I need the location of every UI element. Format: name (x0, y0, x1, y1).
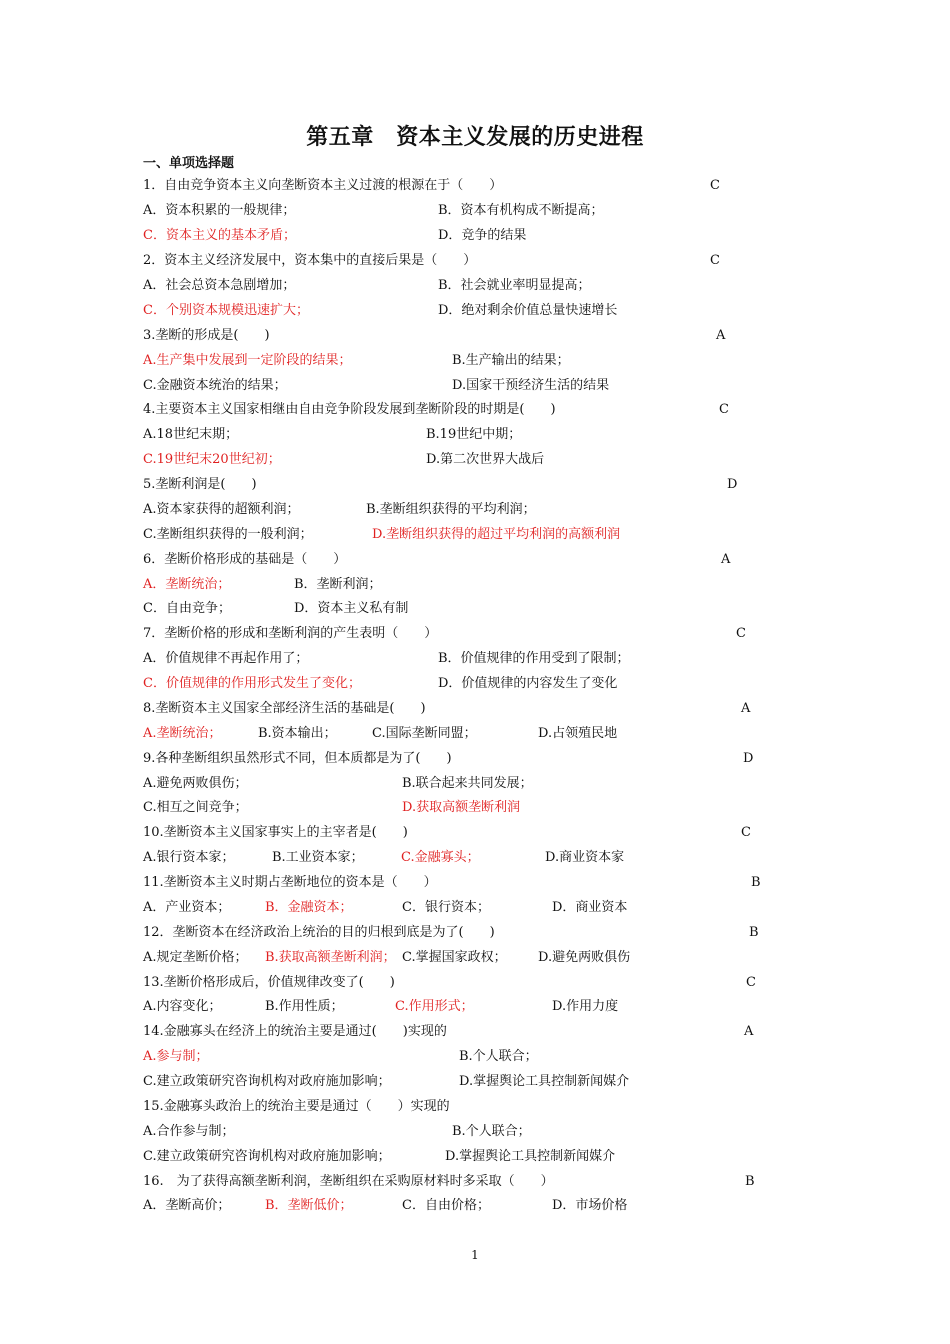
option-text: A.资本家获得的超额利润； (143, 502, 300, 517)
answer-key: A (716, 328, 726, 343)
option-text: B.个人联合； (452, 1124, 531, 1139)
chapter-title: 第五章 资本主义发展的历史进程 (306, 125, 644, 150)
correct-option: C.作用形式； (395, 999, 474, 1014)
option-text: B．社会就业率明显提高； (438, 278, 591, 293)
text-line (0, 1196, 950, 1216)
option-text: C.垄断组织获得的一般利润； (143, 527, 313, 542)
text-line (0, 1072, 950, 1092)
option-text: C.掌握国家政权； (402, 950, 507, 965)
option-text: A.合作参与制； (143, 1124, 235, 1139)
option-text: D．价值规律的内容发生了变化 (438, 676, 618, 691)
text-line (0, 425, 950, 445)
text-line (0, 599, 950, 619)
correct-option: D.垄断组织获得的超过平均利润的高额利润 (372, 527, 621, 542)
option-text: A.内容变化； (143, 999, 222, 1014)
question-text: 14.金融寡头在经济上的统治主要是通过( )实现的 (143, 1024, 447, 1039)
text-line (0, 376, 950, 396)
option-text: D.作用力度 (552, 999, 619, 1014)
text-line (0, 1172, 950, 1192)
option-text: D．商业资本 (552, 900, 628, 915)
option-text: A.避免两败俱伤； (143, 776, 248, 791)
text-line (0, 774, 950, 794)
option-text: C.相互之间竞争； (143, 800, 248, 815)
option-text: B.个人联合； (459, 1049, 538, 1064)
question-text: 1．自由竞争资本主义向垄断资本主义过渡的根源在于（ ） (143, 178, 503, 193)
option-text: A.18世纪末期； (143, 427, 239, 442)
correct-option: C．资本主义的基本矛盾； (143, 228, 296, 243)
text-line (0, 724, 950, 744)
option-text: B．垄断利润； (294, 577, 382, 592)
correct-option: B.获取高额垄断利润； (265, 950, 396, 965)
question-text: 5.垄断利润是( ) (143, 477, 257, 492)
question-text: 2．资本主义经济发展中，资本集中的直接后果是（ ） (143, 253, 477, 268)
option-text: A．社会总资本急剧增加； (143, 278, 296, 293)
text-line (0, 1147, 950, 1167)
text-line (0, 624, 950, 644)
correct-option: C.金融寡头； (401, 850, 480, 865)
option-text: D．竞争的结果 (438, 228, 527, 243)
answer-key: C (710, 253, 720, 268)
option-text: A.银行资本家； (143, 850, 235, 865)
text-line (0, 823, 950, 843)
text-line (0, 973, 950, 993)
answer-key: A (744, 1024, 754, 1039)
text-line (0, 525, 950, 545)
question-text: 15.金融寡头政治上的统治主要是通过（ ）实现的 (143, 1099, 450, 1114)
text-line (0, 176, 950, 196)
option-text: D．绝对剩余价值总量快速增长 (438, 303, 618, 318)
text-line (0, 649, 950, 669)
correct-option: C．个别资本规模迅速扩大； (143, 303, 309, 318)
option-text: B.工业资本家； (272, 850, 364, 865)
text-line (0, 948, 950, 968)
option-text: A．资本积累的一般规律； (143, 203, 296, 218)
text-line (0, 749, 950, 769)
question-text: 3.垄断的形成是( ) (143, 328, 270, 343)
text-line (0, 500, 950, 520)
question-text: 4.主要资本主义国家相继由自由竞争阶段发展到垄断阶段的时期是( ) (143, 402, 556, 417)
answer-key: A (721, 552, 731, 567)
text-line (0, 798, 950, 818)
answer-key: C (719, 402, 729, 417)
correct-option: C.19世纪末20世纪初； (143, 452, 281, 467)
text-line (0, 326, 950, 346)
section-heading: 一、单项选择题 (143, 156, 235, 171)
text-line (0, 674, 950, 694)
text-line (0, 575, 950, 595)
option-text: A．垄断高价； (143, 1198, 231, 1213)
option-text: B.19世纪中期； (426, 427, 522, 442)
text-line (0, 997, 950, 1017)
answer-key: B (745, 1174, 755, 1189)
option-text: D.国家干预经济生活的结果 (452, 378, 610, 393)
text-line (0, 923, 950, 943)
question-text: 12．垄断资本在经济政治上统治的目的归根到底是为了( ) (143, 925, 495, 940)
option-text: B.资本输出； (258, 726, 337, 741)
answer-key: C (736, 626, 746, 641)
text-line (0, 1122, 950, 1142)
text-line (0, 276, 950, 296)
answer-key: D (743, 751, 754, 766)
correct-option: A.垄断统治； (143, 726, 222, 741)
option-text: D.掌握舆论工具控制新闻媒介 (459, 1074, 630, 1089)
correct-option: A.参与制； (143, 1049, 209, 1064)
text-line (0, 550, 950, 570)
answer-key: B (749, 925, 759, 940)
option-text: D.避免两败俱伤 (538, 950, 631, 965)
option-text: C．银行资本； (402, 900, 490, 915)
text-line (0, 848, 950, 868)
correct-option: D.获取高额垄断利润 (402, 800, 521, 815)
correct-option: C．价值规律的作用形式发生了变化； (143, 676, 361, 691)
text-line (0, 351, 950, 371)
answer-key: A (741, 701, 751, 716)
option-text: C.建立政策研究咨询机构对政府施加影响； (143, 1149, 391, 1164)
answer-key: D (727, 477, 738, 492)
option-text: D.商业资本家 (545, 850, 625, 865)
text-line (0, 1022, 950, 1042)
option-text: B.作用性质； (265, 999, 344, 1014)
option-text: A.规定垄断价格； (143, 950, 248, 965)
question-text: 16. 为了获得高额垄断利润，垄断组织在采购原材料时多采取（ ） (143, 1174, 554, 1189)
option-text: C.金融资本统治的结果； (143, 378, 287, 393)
question-text: 6．垄断价格形成的基础是（ ） (143, 552, 347, 567)
option-text: D.占领殖民地 (538, 726, 618, 741)
option-text: B.生产输出的结果； (452, 353, 570, 368)
text-line (0, 201, 950, 221)
option-text: B．价值规律的作用受到了限制； (438, 651, 630, 666)
text-line (0, 226, 950, 246)
text-line (0, 1047, 950, 1067)
text-line (0, 1097, 950, 1117)
answer-key: B (751, 875, 761, 890)
option-text: C．自由竞争； (143, 601, 231, 616)
text-line (0, 898, 950, 918)
text-line (0, 475, 950, 495)
correct-option: A.生产集中发展到一定阶段的结果； (143, 353, 352, 368)
question-text: 8.垄断资本主义国家全部经济生活的基础是( ) (143, 701, 426, 716)
answer-key: C (741, 825, 751, 840)
correct-option: A．垄断统治； (143, 577, 231, 592)
text-line (0, 699, 950, 719)
answer-key: C (746, 975, 756, 990)
question-text: 7．垄断价格的形成和垄断利润的产生表明（ ） (143, 626, 438, 641)
text-line (0, 873, 950, 893)
option-text: B．资本有机构成不断提高； (438, 203, 604, 218)
question-text: 11.垄断资本主义时期占垄断地位的资本是（ ） (143, 875, 437, 890)
option-text: B.垄断组织获得的平均利润； (366, 502, 536, 517)
question-text: 10.垄断资本主义国家事实上的主宰者是( ) (143, 825, 408, 840)
text-line (0, 400, 950, 420)
correct-option: B．金融资本； (265, 900, 353, 915)
option-text: D．资本主义私有制 (294, 601, 409, 616)
option-text: C．自由价格； (402, 1198, 490, 1213)
text-line (0, 450, 950, 470)
option-text: A．产业资本； (143, 900, 231, 915)
correct-option: B．垄断低价； (265, 1198, 353, 1213)
question-text: 13.垄断价格形成后，价值规律改变了( ) (143, 975, 395, 990)
option-text: B.联合起来共同发展； (402, 776, 533, 791)
question-text: 9.各种垄断组织虽然形式不同，但本质都是为了( ) (143, 751, 452, 766)
text-line (0, 251, 950, 271)
option-text: D．市场价格 (552, 1198, 628, 1213)
answer-key: C (710, 178, 720, 193)
text-line (0, 301, 950, 321)
option-text: C.建立政策研究咨询机构对政府施加影响； (143, 1074, 391, 1089)
option-text: A．价值规律不再起作用了； (143, 651, 309, 666)
option-text: D.掌握舆论工具控制新闻媒介 (445, 1149, 616, 1164)
page-number: 1 (471, 1248, 479, 1262)
option-text: D.第二次世界大战后 (426, 452, 545, 467)
option-text: C.国际垄断同盟； (372, 726, 477, 741)
